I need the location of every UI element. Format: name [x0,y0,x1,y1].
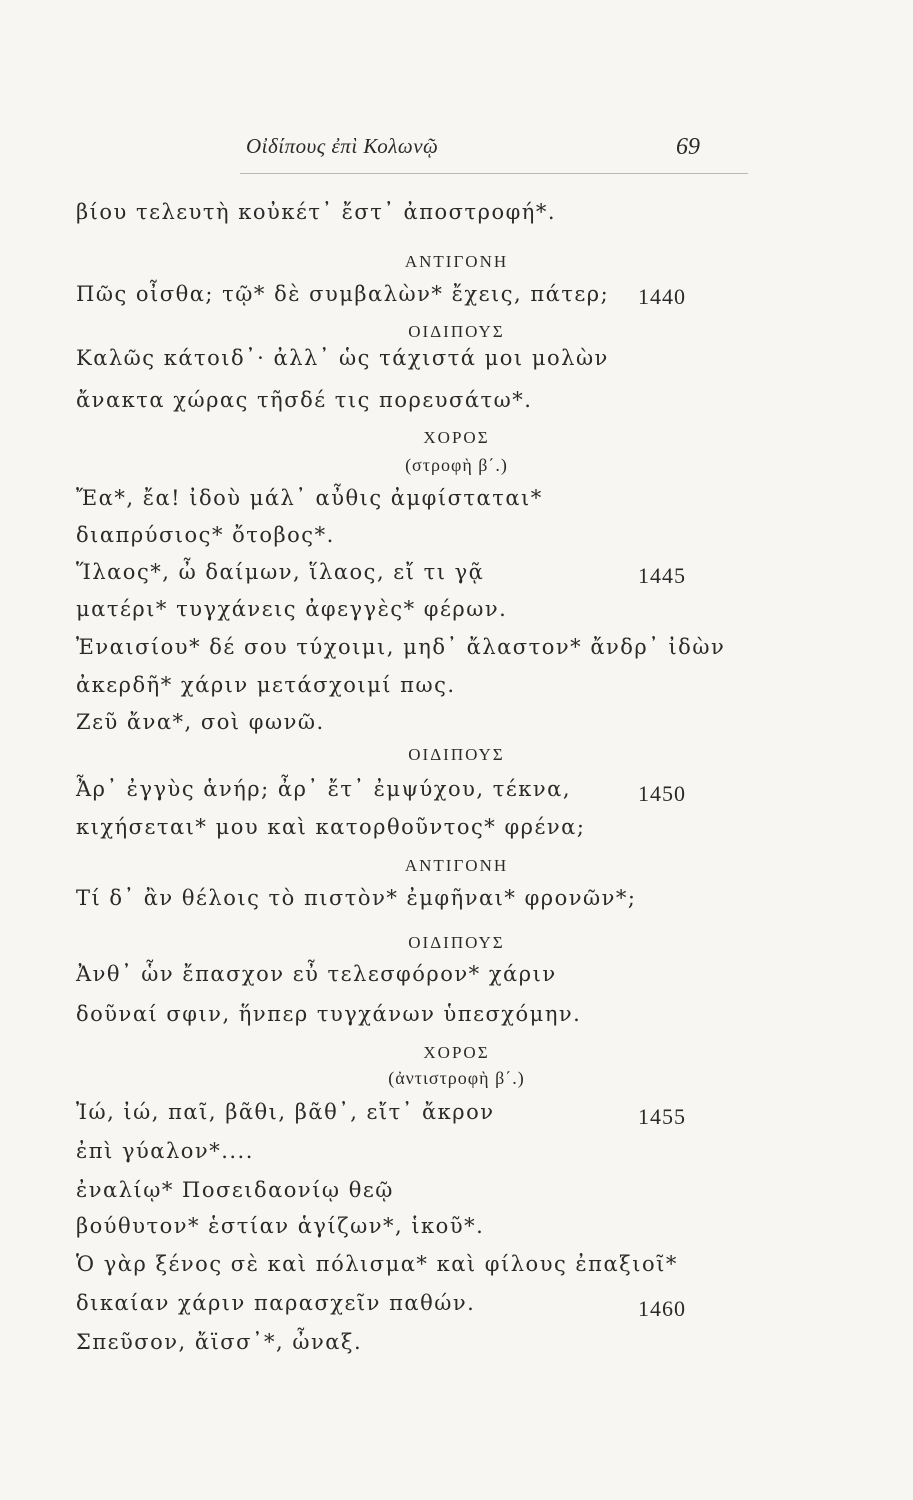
verse-line: ἀκερδῆ* χάριν μετάσχοιμί πως. [76,673,456,697]
speaker-label: ΧΟΡΟΣ [423,1043,490,1062]
verse-line: Πῶς οἶσθα; τῷ* δὲ συμβαλὼν* ἔχεις, πάτερ; [76,282,610,306]
speaker-label: ΟΙΔΙΠΟΥΣ [408,322,505,341]
line-number: 1460 [638,1296,686,1321]
verse-line: ἐπὶ γύαλον*.... [76,1139,254,1163]
stanza-label: (στροφὴ β΄.) [405,455,508,475]
verse-line: Τί δ᾿ ἂν θέλοις τὸ πιστὸν* ἐμφῆναι* φρονῶν*; [76,886,637,910]
verse-line: Ἆρ᾿ ἐγγὺς ἁνήρ; ἆρ᾿ ἔτ᾿ ἐμψύχου, τέκνα, [76,777,572,801]
verse-line: δοῦναί σφιν, ἥνπερ τυγχάνων ὑπεσχόμην. [76,1002,582,1026]
verse-line: κιχήσεται* μου καὶ κατορθοῦντος* φρένα; [76,815,586,839]
speaker-label: ΟΙΔΙΠΟΥΣ [408,933,505,952]
verse-line: βίου τελευτὴ κοὐκέτ᾿ ἔστ᾿ ἀποστροφή*. [76,200,557,224]
speaker-label: ΧΟΡΟΣ [423,428,490,447]
line-number: 1440 [638,284,686,309]
verse-line: Ἵλαος*, ὦ δαίμων, ἵλαος, εἴ τι γᾷ [76,560,485,584]
speaker-label: ΑΝΤΙΓΟΝΗ [404,252,509,271]
verse-line: Ἔα*, ἔα! ἰδοὺ μάλ᾿ αὖθις ἀμφίσταται* [76,486,543,510]
line-number: 1445 [638,563,686,588]
verse-line: ματέρι* τυγχάνεις ἀφεγγὲς* φέρων. [76,597,508,621]
verse-line: Ζεῦ ἄνα*, σοὶ φωνῶ. [76,710,325,734]
line-number: 1450 [638,781,686,806]
stanza-label: (ἀντιστροφὴ β΄.) [388,1068,525,1088]
verse-line: ἄνακτα χώρας τῆσδέ τις πορευσάτω*. [76,388,533,412]
line-number: 1455 [638,1104,686,1129]
speaker-label: ΟΙΔΙΠΟΥΣ [408,745,505,764]
verse-line: Ἐναισίου* δέ σου τύχοιμι, μηδ᾿ ἄλαστον* ἄνδρ᾿ ἰδὼν [76,635,726,659]
running-head-title: Οἰδίπους ἐπὶ Κολωνῷ [246,134,439,158]
verse-line: Ἀνθ᾿ ὧν ἔπασχον εὖ τελεσφόρον* χάριν [76,962,557,986]
verse-line: βούθυτον* ἑστίαν ἁγίζων*, ἱκοῦ*. [76,1214,485,1238]
verse-line: ἐναλίῳ* Ποσειδαονίῳ θεῷ [76,1178,394,1202]
page-number: 69 [676,134,700,160]
verse-line: Ὁ γὰρ ξένος σὲ καὶ πόλισμα* καὶ φίλους ἐπαξιοῖ* [76,1252,678,1276]
verse-line: δικαίαν χάριν παρασχεῖν παθών. [76,1291,476,1315]
verse-line: Σπεῦσον, ἄϊσσ᾿*, ὦναξ. [76,1330,363,1354]
verse-line: Καλῶς κάτοιδ᾿· ἀλλ᾿ ὡς τάχιστά μοι μολὼν [76,346,609,370]
verse-line: Ἰώ, ἰώ, παῖ, βᾶθι, βᾶθ᾿, εἴτ᾿ ἄκρον [76,1100,495,1124]
header-rule [240,173,748,174]
speaker-label: ΑΝΤΙΓΟΝΗ [404,856,509,875]
verse-line: διαπρύσιος* ὄτοβος*. [76,523,335,547]
